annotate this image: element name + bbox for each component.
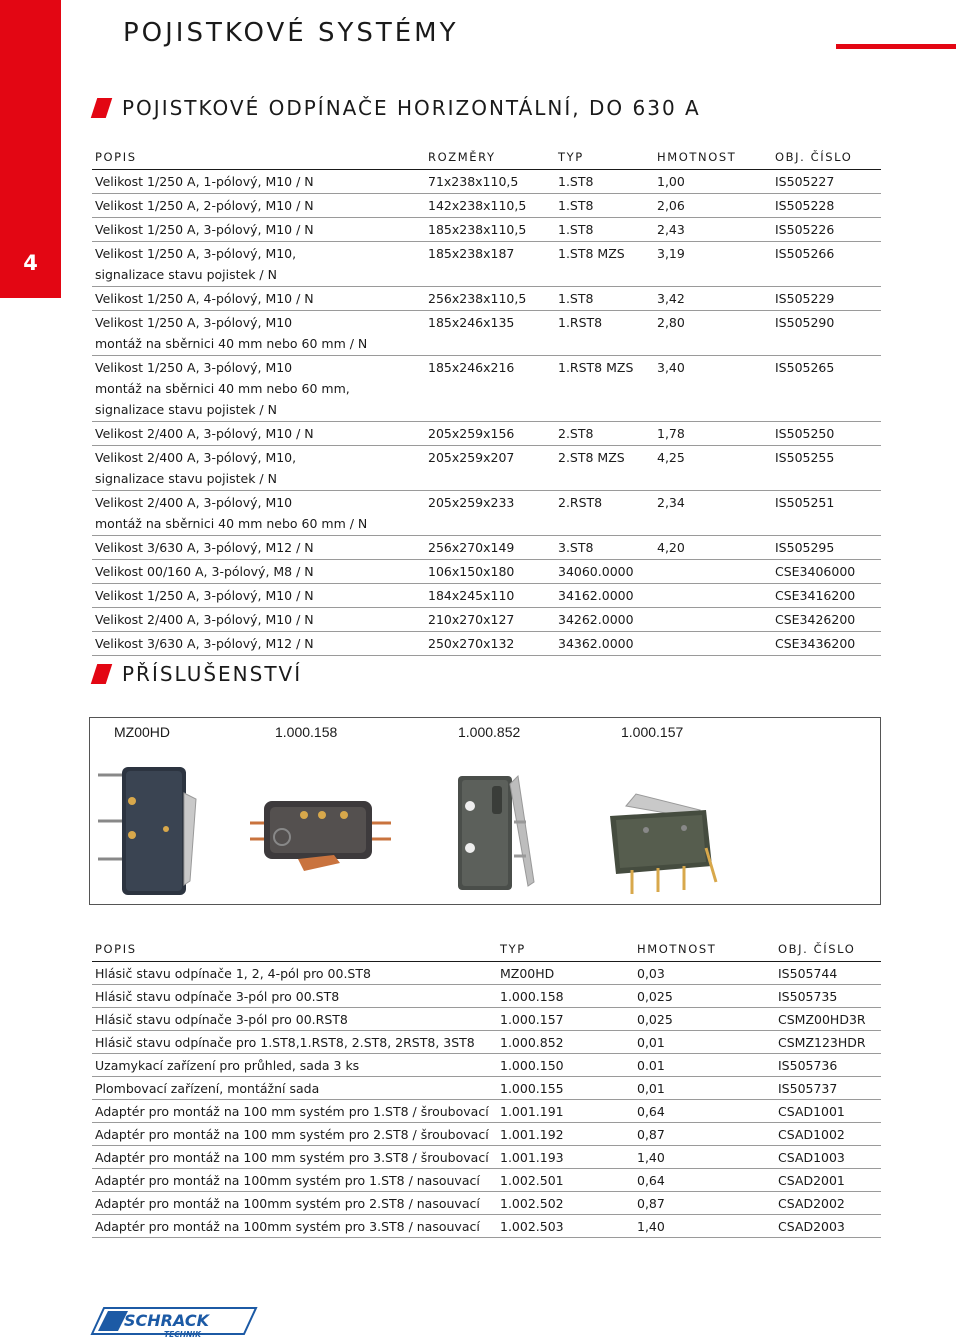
cell-hmotnost: 0,64 [634, 1100, 775, 1123]
table-row [92, 1031, 881, 1054]
cell-obj-cislo: CSE3436200 [772, 632, 881, 656]
section-title-text: PŘÍSLUŠENSTVÍ [122, 662, 303, 686]
image-label: 1.000.852 [458, 724, 521, 740]
table-row [92, 1169, 881, 1192]
cell-popis [92, 491, 425, 536]
cell-hmotnost: 1,40 [634, 1146, 775, 1169]
table-row [92, 1123, 881, 1146]
table-row [92, 1077, 881, 1100]
cell-obj-cislo: CSAD1003 [775, 1146, 881, 1169]
description-line: Velikost 1/250 A, 3-pólový, M10 / N [95, 588, 314, 603]
col-header-typ: TYP [555, 145, 654, 170]
cell-obj-cislo: IS505227 [772, 170, 881, 194]
cell-hmotnost: 2,80 [654, 311, 772, 356]
description-line: signalizace stavu pojistek / N [95, 471, 277, 486]
cell-popis [92, 560, 425, 584]
cell-popis: Hlásič stavu odpínače 3-pól pro 00.RST8 [92, 1008, 497, 1031]
cell-hmotnost: 0,025 [634, 985, 775, 1008]
cell-hmotnost [654, 584, 772, 608]
description-line: Velikost 2/400 A, 3-pólový, M10, [95, 450, 297, 465]
cell-popis [92, 446, 425, 491]
cell-hmotnost: 0.01 [634, 1054, 775, 1077]
accessories-table [92, 937, 881, 1238]
cell-rozmery: 185x246x216 [425, 356, 555, 422]
table-row [92, 170, 881, 194]
cell-rozmery: 250x270x132 [425, 632, 555, 656]
description-line: Velikost 1/250 A, 4-pólový, M10 / N [95, 291, 314, 306]
cell-hmotnost: 0,03 [634, 962, 775, 985]
cell-rozmery: 185x238x187 [425, 242, 555, 287]
cell-popis [92, 242, 425, 287]
table-row [92, 1100, 881, 1123]
section-slash-icon [91, 664, 112, 684]
schrack-technik-logo [88, 1304, 258, 1338]
cell-rozmery: 71x238x110,5 [425, 170, 555, 194]
table-row [92, 1215, 881, 1238]
cell-popis: Hlásič stavu odpínače 3-pól pro 00.ST8 [92, 985, 497, 1008]
table-row [92, 1054, 881, 1077]
cell-rozmery: 142x238x110,5 [425, 194, 555, 218]
cell-typ: 34162.0000 [555, 584, 654, 608]
table-row [92, 446, 881, 491]
cell-obj-cislo: IS505290 [772, 311, 881, 356]
cell-popis: Adaptér pro montáž na 100mm systém pro 3.ST8 / nasouvací [92, 1215, 497, 1238]
cell-hmotnost: 4,25 [654, 446, 772, 491]
image-label: 1.000.157 [621, 724, 684, 740]
cell-typ: 1.002.501 [497, 1169, 634, 1192]
cell-hmotnost: 2,43 [654, 218, 772, 242]
cell-typ: 1.000.150 [497, 1054, 634, 1077]
table-row [92, 218, 881, 242]
cell-obj-cislo: IS505737 [775, 1077, 881, 1100]
cell-hmotnost: 0,64 [634, 1169, 775, 1192]
description-line: Velikost 1/250 A, 1-pólový, M10 / N [95, 174, 314, 189]
col-header-obj-cislo: OBJ. ČÍSLO [772, 145, 881, 170]
cell-typ: 34262.0000 [555, 608, 654, 632]
cell-popis [92, 287, 425, 311]
cell-obj-cislo: IS505744 [775, 962, 881, 985]
cell-rozmery: 185x246x135 [425, 311, 555, 356]
cell-popis [92, 170, 425, 194]
header-accent-bar [836, 44, 956, 49]
cell-popis [92, 536, 425, 560]
cell-popis [92, 608, 425, 632]
cell-typ: 2.RST8 [555, 491, 654, 536]
chapter-number: 4 [23, 251, 38, 275]
table-row [92, 242, 881, 287]
cell-hmotnost: 0,01 [634, 1077, 775, 1100]
description-line: Velikost 2/400 A, 3-pólový, M10 / N [95, 426, 314, 441]
description-line: Velikost 2/400 A, 3-pólový, M10 [95, 495, 293, 510]
page-title: POJISTKOVÉ SYSTÉMY [123, 18, 459, 48]
table-row [92, 311, 881, 356]
cell-typ: 1.ST8 [555, 170, 654, 194]
description-line: Velikost 1/250 A, 3-pólový, M10 [95, 315, 293, 330]
cell-typ: 1.001.193 [497, 1146, 634, 1169]
cell-hmotnost: 3,42 [654, 287, 772, 311]
cell-rozmery: 184x245x110 [425, 584, 555, 608]
cell-typ: 1.ST8 MZS [555, 242, 654, 287]
cell-popis [92, 218, 425, 242]
table-header-row [92, 145, 881, 170]
col-header-obj-cislo: OBJ. ČÍSLO [775, 937, 881, 962]
accessories-image-panel [89, 717, 881, 905]
cell-rozmery: 256x270x149 [425, 536, 555, 560]
cell-obj-cislo: IS505295 [772, 536, 881, 560]
cell-obj-cislo: CSE3426200 [772, 608, 881, 632]
cell-hmotnost: 0,87 [634, 1192, 775, 1215]
cell-popis: Adaptér pro montáž na 100mm systém pro 1.ST8 / nasouvací [92, 1169, 497, 1192]
cell-obj-cislo: IS505265 [772, 356, 881, 422]
cell-popis [92, 584, 425, 608]
table-row [92, 1146, 881, 1169]
cell-rozmery: 210x270x127 [425, 608, 555, 632]
cell-typ: 1.002.503 [497, 1215, 634, 1238]
description-line: signalizace stavu pojistek / N [95, 402, 277, 417]
logo-sub-text: TECHNIK [164, 1330, 201, 1338]
table-row [92, 560, 881, 584]
cell-obj-cislo: CSAD2002 [775, 1192, 881, 1215]
cell-rozmery: 205x259x156 [425, 422, 555, 446]
cell-obj-cislo: CSMZ00HD3R [775, 1008, 881, 1031]
cell-typ: 1.002.502 [497, 1192, 634, 1215]
description-line: Velikost 3/630 A, 3-pólový, M12 / N [95, 540, 314, 555]
cell-typ: 1.001.192 [497, 1123, 634, 1146]
description-line: montáž na sběrnici 40 mm nebo 60 mm / N [95, 516, 368, 531]
cell-popis: Adaptér pro montáž na 100 mm systém pro 3.ST8 / šroubovací [92, 1146, 497, 1169]
cell-obj-cislo: IS505735 [775, 985, 881, 1008]
cell-hmotnost: 3,19 [654, 242, 772, 287]
microswitch-mz00hd-image [92, 763, 204, 899]
cell-obj-cislo: IS505229 [772, 287, 881, 311]
cell-popis [92, 311, 425, 356]
col-header-popis: POPIS [92, 145, 425, 170]
logo-brand-text: SCHRACK [124, 1311, 210, 1330]
description-line: Velikost 1/250 A, 2-pólový, M10 / N [95, 198, 314, 213]
cell-hmotnost: 0,87 [634, 1123, 775, 1146]
cell-popis [92, 356, 425, 422]
table-row [92, 1192, 881, 1215]
table-row [92, 608, 881, 632]
image-label: MZ00HD [114, 724, 171, 740]
table-row [92, 287, 881, 311]
table-row [92, 356, 881, 422]
cell-hmotnost: 0,025 [634, 1008, 775, 1031]
description-line: Velikost 3/630 A, 3-pólový, M12 / N [95, 636, 314, 651]
cell-popis: Adaptér pro montáž na 100 mm systém pro 1.ST8 / šroubovací [92, 1100, 497, 1123]
cell-popis: Uzamykací zařízení pro průhled, sada 3 ks [92, 1054, 497, 1077]
table-row [92, 985, 881, 1008]
cell-typ: 2.ST8 [555, 422, 654, 446]
table-row [92, 962, 881, 985]
cell-obj-cislo: IS505250 [772, 422, 881, 446]
description-line: Velikost 1/250 A, 3-pólový, M10, [95, 246, 297, 261]
section-title-accessories [92, 662, 302, 686]
cell-typ: 1.RST8 MZS [555, 356, 654, 422]
cell-typ: 1.RST8 [555, 311, 654, 356]
cell-popis [92, 632, 425, 656]
col-header-hmotnost: HMOTNOST [654, 145, 772, 170]
fuse-switch-table [92, 145, 881, 656]
description-line: montáž na sběrnici 40 mm nebo 60 mm / N [95, 336, 368, 351]
cell-hmotnost: 3,40 [654, 356, 772, 422]
cell-hmotnost: 4,20 [654, 536, 772, 560]
cell-popis: Hlásič stavu odpínače 1, 2, 4-pól pro 00.ST8 [92, 962, 497, 985]
cell-typ: 34362.0000 [555, 632, 654, 656]
cell-hmotnost: 1,40 [634, 1215, 775, 1238]
cell-hmotnost: 2,06 [654, 194, 772, 218]
cell-typ: 1.000.852 [497, 1031, 634, 1054]
microswitch-1000157-image [602, 790, 720, 900]
table-row [92, 632, 881, 656]
description-line: Velikost 00/160 A, 3-pólový, M8 / N [95, 564, 314, 579]
col-header-typ: TYP [497, 937, 634, 962]
col-header-popis: POPIS [92, 937, 497, 962]
cell-rozmery: 256x238x110,5 [425, 287, 555, 311]
description-line: Velikost 2/400 A, 3-pólový, M10 / N [95, 612, 314, 627]
cell-obj-cislo: IS505736 [775, 1054, 881, 1077]
table-header-row [92, 937, 881, 962]
cell-obj-cislo: CSAD1002 [775, 1123, 881, 1146]
chapter-tab [0, 0, 61, 298]
cell-obj-cislo: IS505266 [772, 242, 881, 287]
cell-popis: Adaptér pro montáž na 100mm systém pro 2.ST8 / nasouvací [92, 1192, 497, 1215]
description-line: signalizace stavu pojistek / N [95, 267, 277, 282]
cell-hmotnost: 1,00 [654, 170, 772, 194]
cell-typ: 1.001.191 [497, 1100, 634, 1123]
table-row [92, 422, 881, 446]
cell-rozmery: 106x150x180 [425, 560, 555, 584]
cell-typ: MZ00HD [497, 962, 634, 985]
section-slash-icon [91, 98, 112, 118]
cell-obj-cislo: IS505251 [772, 491, 881, 536]
cell-rozmery: 185x238x110,5 [425, 218, 555, 242]
table-row [92, 536, 881, 560]
cell-obj-cislo: IS505255 [772, 446, 881, 491]
cell-typ: 1.000.157 [497, 1008, 634, 1031]
microswitch-1000852-image [452, 766, 544, 896]
description-line: montáž na sběrnici 40 mm nebo 60 mm, [95, 381, 350, 396]
table-row [92, 584, 881, 608]
cell-typ: 34060.0000 [555, 560, 654, 584]
cell-obj-cislo: CSAD2001 [775, 1169, 881, 1192]
cell-obj-cislo: CSAD1001 [775, 1100, 881, 1123]
cell-hmotnost [654, 632, 772, 656]
cell-typ: 1.000.155 [497, 1077, 634, 1100]
image-label: 1.000.158 [275, 724, 338, 740]
cell-typ: 3.ST8 [555, 536, 654, 560]
cell-hmotnost: 0,01 [634, 1031, 775, 1054]
cell-typ: 2.ST8 MZS [555, 446, 654, 491]
section-title-fuse-switches [92, 96, 701, 120]
cell-popis: Plombovací zařízení, montážní sada [92, 1077, 497, 1100]
cell-obj-cislo: IS505226 [772, 218, 881, 242]
cell-typ: 1.ST8 [555, 194, 654, 218]
cell-hmotnost [654, 560, 772, 584]
cell-obj-cislo: IS505228 [772, 194, 881, 218]
col-header-rozmery: ROZMĚRY [425, 145, 555, 170]
cell-obj-cislo: CSE3406000 [772, 560, 881, 584]
table-row [92, 194, 881, 218]
cell-hmotnost: 2,34 [654, 491, 772, 536]
table-row [92, 1008, 881, 1031]
description-line: Velikost 1/250 A, 3-pólový, M10 / N [95, 222, 314, 237]
cell-typ: 1.ST8 [555, 218, 654, 242]
cell-hmotnost [654, 608, 772, 632]
table-row [92, 491, 881, 536]
section-title-text: POJISTKOVÉ ODPÍNAČE HORIZONTÁLNÍ, DO 630 A [122, 96, 701, 120]
description-line: Velikost 1/250 A, 3-pólový, M10 [95, 360, 293, 375]
cell-obj-cislo: CSE3416200 [772, 584, 881, 608]
cell-hmotnost: 1,78 [654, 422, 772, 446]
microswitch-1000158-image [248, 793, 393, 878]
cell-obj-cislo: CSMZ123HDR [775, 1031, 881, 1054]
cell-rozmery: 205x259x207 [425, 446, 555, 491]
cell-obj-cislo: CSAD2003 [775, 1215, 881, 1238]
cell-rozmery: 205x259x233 [425, 491, 555, 536]
cell-popis [92, 194, 425, 218]
cell-popis [92, 422, 425, 446]
cell-popis: Hlásič stavu odpínače pro 1.ST8,1.RST8, 2.ST8, 2RST8, 3ST8 [92, 1031, 497, 1054]
col-header-hmotnost: HMOTNOST [634, 937, 775, 962]
cell-typ: 1.000.158 [497, 985, 634, 1008]
cell-popis: Adaptér pro montáž na 100 mm systém pro 2.ST8 / šroubovací [92, 1123, 497, 1146]
cell-typ: 1.ST8 [555, 287, 654, 311]
